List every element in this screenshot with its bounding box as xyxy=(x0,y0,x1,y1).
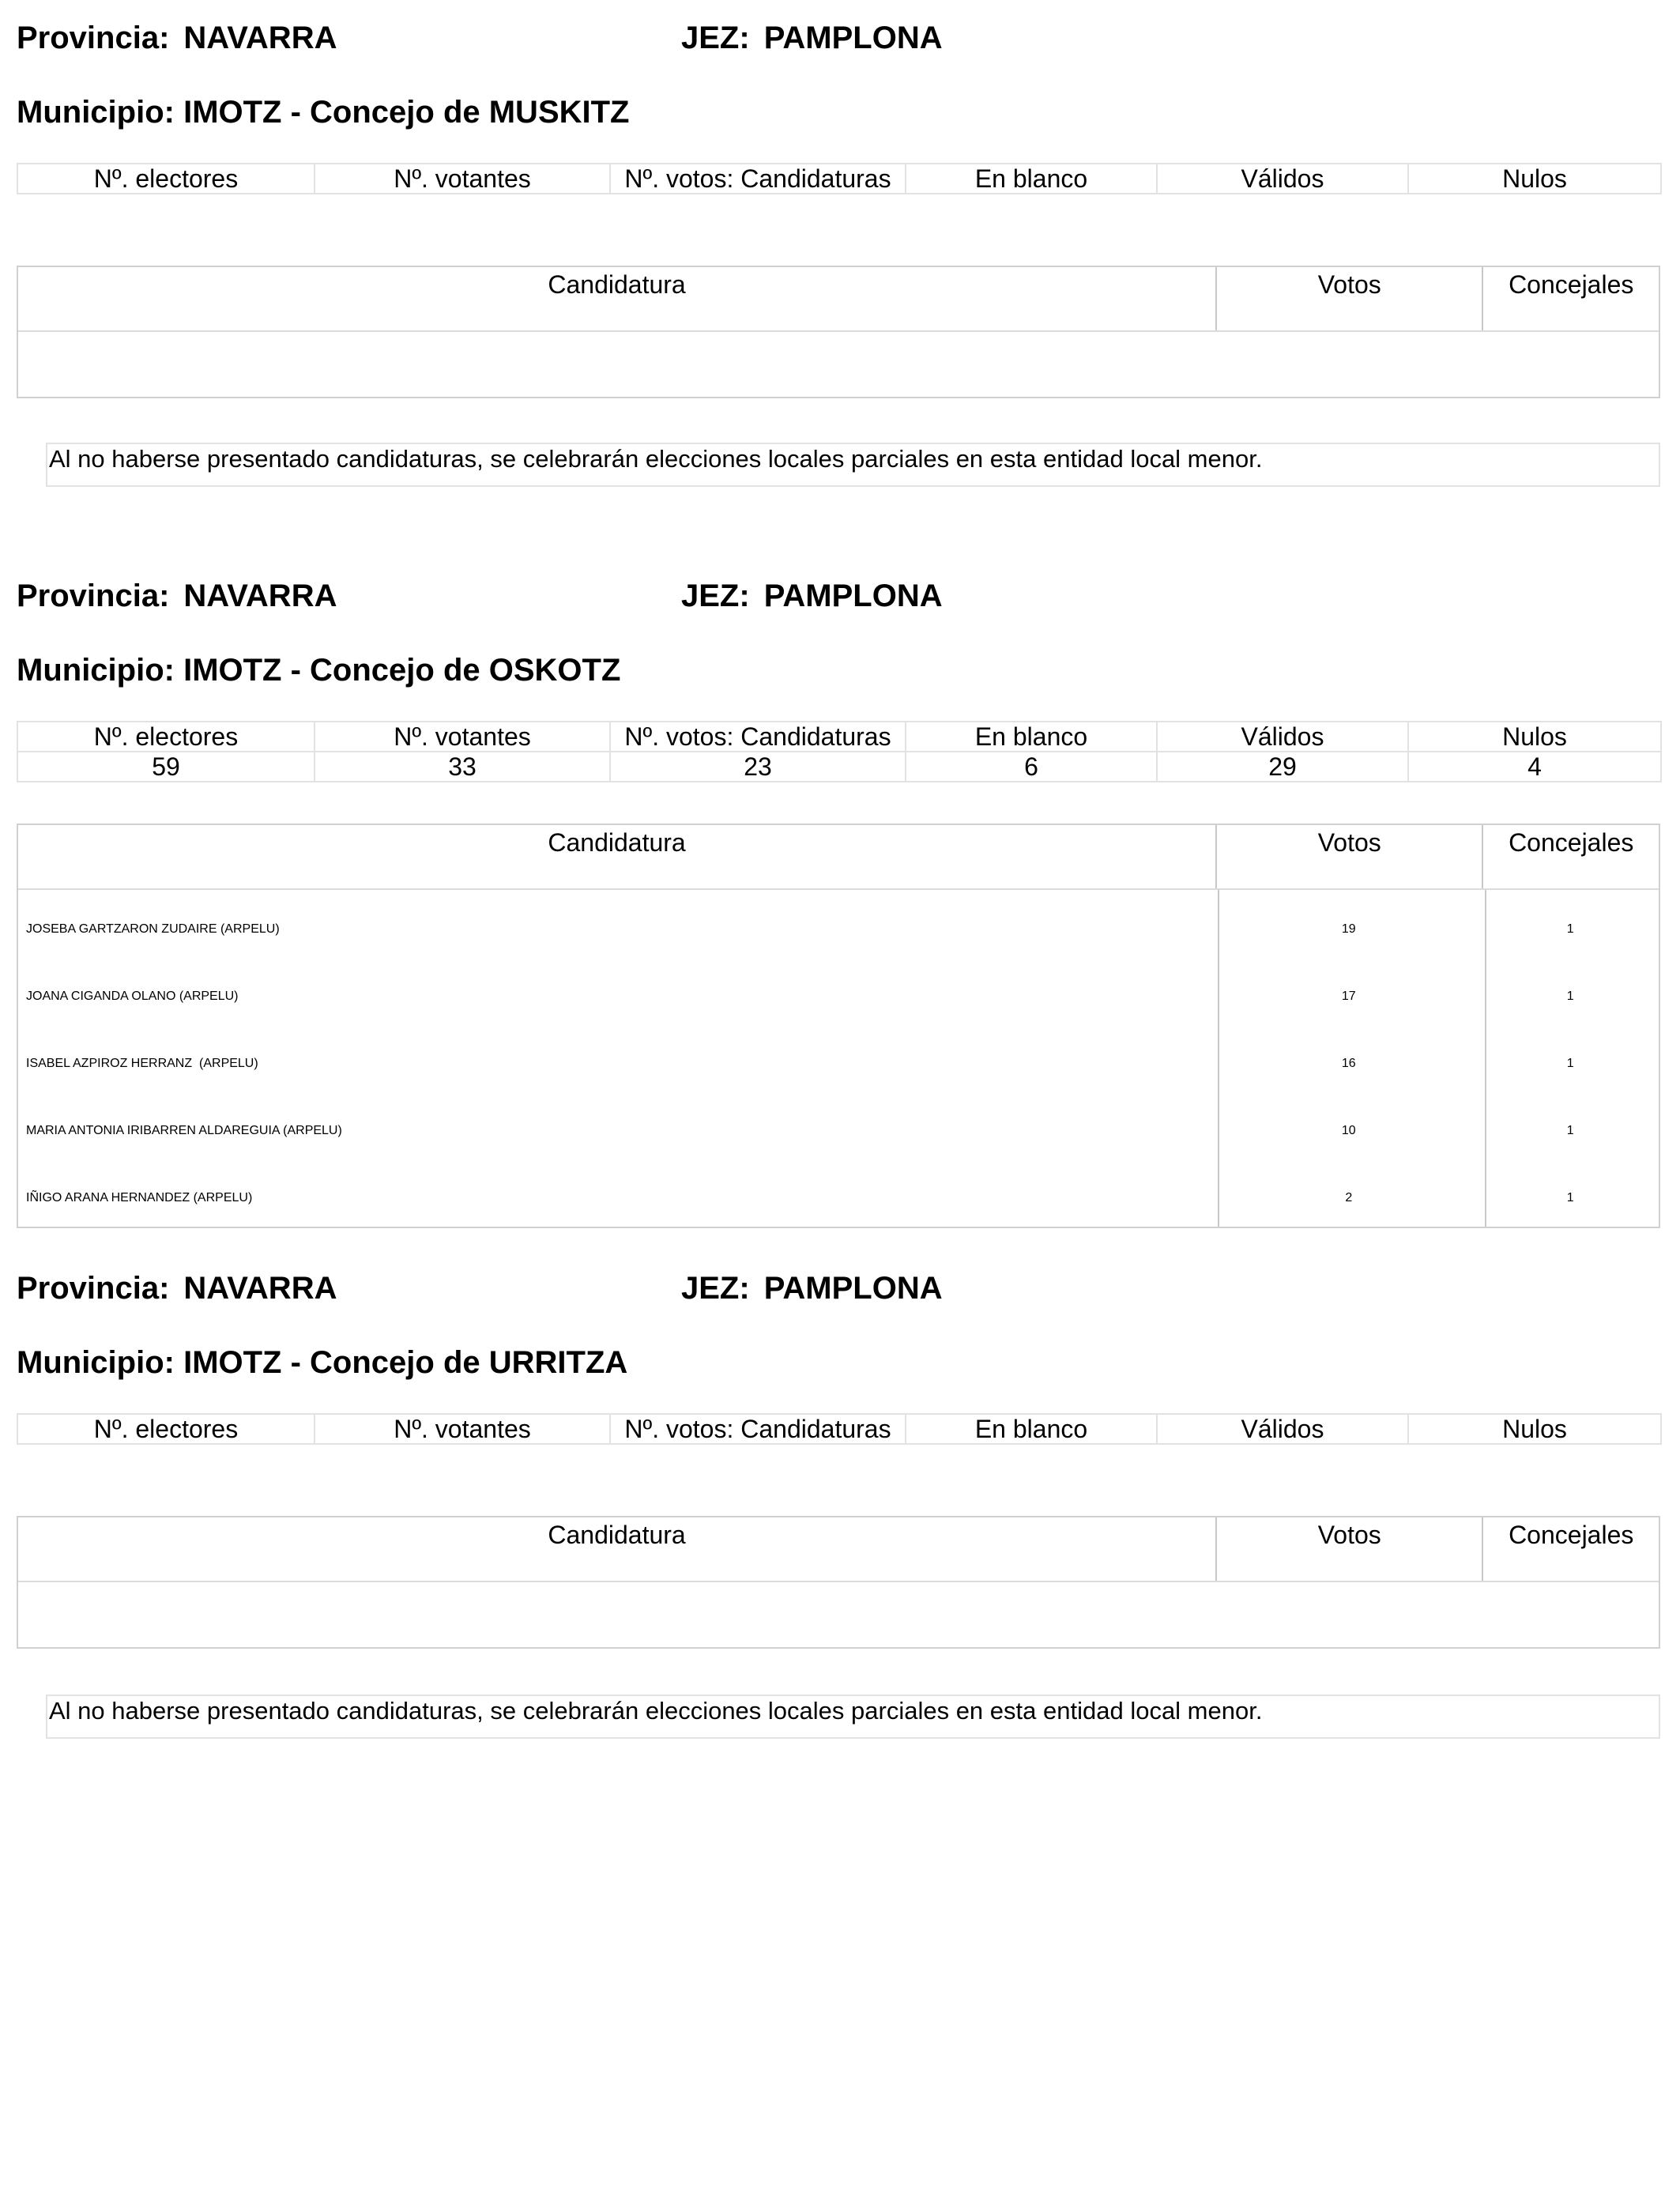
stats-header-row xyxy=(17,1414,1661,1444)
stats-value-votantes: 33 xyxy=(315,752,610,782)
candidates-table xyxy=(17,266,1660,398)
stats-value-validos: 29 xyxy=(1157,752,1408,782)
candidate-name: JOSEBA GARTZARON ZUDAIRE (ARPELU) xyxy=(26,922,280,936)
provincia-header xyxy=(17,19,337,57)
stats-header-en-blanco: En blanco xyxy=(906,164,1157,194)
jez-value: PAMPLONA xyxy=(763,21,943,55)
provincia-label: Provincia: xyxy=(17,1271,170,1306)
stats-header-electores: Nº. electores xyxy=(17,164,315,194)
candidate-concejales: 1 xyxy=(1566,989,1574,1003)
candidate-votos: 19 xyxy=(1341,922,1356,936)
candidate-name: ISABEL AZPIROZ HERRANZ (ARPELU) xyxy=(26,1056,258,1070)
provincia-label: Provincia: xyxy=(17,21,170,55)
candidates-header-row xyxy=(18,1517,1659,1582)
provincia-value: NAVARRA xyxy=(183,1271,337,1306)
candidates-header-candidatura: Candidatura xyxy=(548,1521,686,1549)
stats-header-electores: Nº. electores xyxy=(17,722,315,752)
jez-value: PAMPLONA xyxy=(763,579,943,613)
jez-label: JEZ: xyxy=(681,21,750,55)
no-candidates-note: Al no haberse presentado candidaturas, se celebrarán elecciones locales parciales en esta entidad local menor. xyxy=(46,443,1660,487)
candidates-header-concejales: Concejales xyxy=(1482,825,1659,888)
provincia-value: NAVARRA xyxy=(183,579,337,613)
stats-header-en-blanco: En blanco xyxy=(906,722,1157,752)
candidates-header-votos: Votos xyxy=(1215,825,1482,888)
stats-header-nulos: Nulos xyxy=(1408,722,1661,752)
municipio-title: Municipio: IMOTZ - Concejo de URRITZA xyxy=(17,1345,628,1380)
stats-header-validos: Válidos xyxy=(1157,1414,1408,1444)
jez-header xyxy=(681,577,943,615)
candidates-table xyxy=(17,1516,1660,1649)
stats-header-validos: Válidos xyxy=(1157,722,1408,752)
stats-header-electores: Nº. electores xyxy=(17,1414,315,1444)
municipio-title: Municipio: IMOTZ - Concejo de MUSKITZ xyxy=(17,95,630,130)
candidate-votos: 10 xyxy=(1341,1123,1356,1137)
stats-table xyxy=(17,163,1662,194)
candidates-header-row xyxy=(18,825,1659,890)
candidate-concejales: 1 xyxy=(1566,1056,1574,1070)
stats-value-electores: 59 xyxy=(17,752,315,782)
table-row xyxy=(18,1164,1659,1231)
no-candidates-note: Al no haberse presentado candidaturas, se celebrarán elecciones locales parciales en esta entidad local menor. xyxy=(46,1695,1660,1739)
stats-header-votos-candidaturas: Nº. votos: Candidaturas xyxy=(610,164,906,194)
candidate-name: JOANA CIGANDA OLANO (ARPELU) xyxy=(26,989,239,1003)
stats-value-nulos: 4 xyxy=(1408,752,1661,782)
candidate-concejales: 1 xyxy=(1566,1190,1574,1204)
stats-header-votos-candidaturas: Nº. votos: Candidaturas xyxy=(610,1414,906,1444)
jez-label: JEZ: xyxy=(681,579,750,613)
jez-label: JEZ: xyxy=(681,1271,750,1306)
stats-value-row xyxy=(17,752,1661,782)
table-row xyxy=(18,895,1659,963)
stats-header-validos: Válidos xyxy=(1157,164,1408,194)
provincia-header xyxy=(17,1269,337,1307)
stats-header-votantes: Nº. votantes xyxy=(315,722,610,752)
stats-table xyxy=(17,721,1662,782)
candidates-header-candidatura: Candidatura xyxy=(548,270,686,299)
jez-value: PAMPLONA xyxy=(763,1271,943,1306)
stats-header-row xyxy=(17,164,1661,194)
table-row xyxy=(18,1030,1659,1097)
candidates-header-votos: Votos xyxy=(1215,1517,1482,1581)
candidates-body xyxy=(18,890,1659,1227)
candidates-header-candidatura: Candidatura xyxy=(548,828,686,857)
candidates-header-concejales: Concejales xyxy=(1482,1517,1659,1581)
candidate-votos: 17 xyxy=(1341,989,1356,1003)
candidate-votos: 2 xyxy=(1345,1190,1353,1204)
stats-header-votos-candidaturas: Nº. votos: Candidaturas xyxy=(610,722,906,752)
stats-header-row xyxy=(17,722,1661,752)
candidates-table xyxy=(17,824,1660,1228)
candidate-concejales: 1 xyxy=(1566,1123,1574,1137)
jez-header xyxy=(681,19,943,57)
stats-table xyxy=(17,1413,1662,1445)
candidate-name: IÑIGO ARANA HERNANDEZ (ARPELU) xyxy=(26,1190,253,1204)
candidate-votos: 16 xyxy=(1341,1056,1356,1070)
provincia-label: Provincia: xyxy=(17,579,170,613)
candidate-name: MARIA ANTONIA IRIBARREN ALDAREGUIA (ARPELU) xyxy=(26,1123,342,1137)
stats-value-en-blanco: 6 xyxy=(906,752,1157,782)
stats-header-nulos: Nulos xyxy=(1408,1414,1661,1444)
provincia-header xyxy=(17,577,337,615)
stats-header-votantes: Nº. votantes xyxy=(315,1414,610,1444)
stats-value-votos-candidaturas: 23 xyxy=(610,752,906,782)
table-row xyxy=(18,963,1659,1030)
municipio-title: Municipio: IMOTZ - Concejo de OSKOTZ xyxy=(17,653,621,688)
candidates-header-votos: Votos xyxy=(1215,267,1482,330)
stats-header-en-blanco: En blanco xyxy=(906,1414,1157,1444)
jez-header xyxy=(681,1269,943,1307)
stats-header-votantes: Nº. votantes xyxy=(315,164,610,194)
table-row xyxy=(18,1097,1659,1164)
stats-header-nulos: Nulos xyxy=(1408,164,1661,194)
candidates-header-concejales: Concejales xyxy=(1482,267,1659,330)
candidate-concejales: 1 xyxy=(1566,922,1574,936)
candidates-header-row xyxy=(18,267,1659,332)
provincia-value: NAVARRA xyxy=(183,21,337,55)
